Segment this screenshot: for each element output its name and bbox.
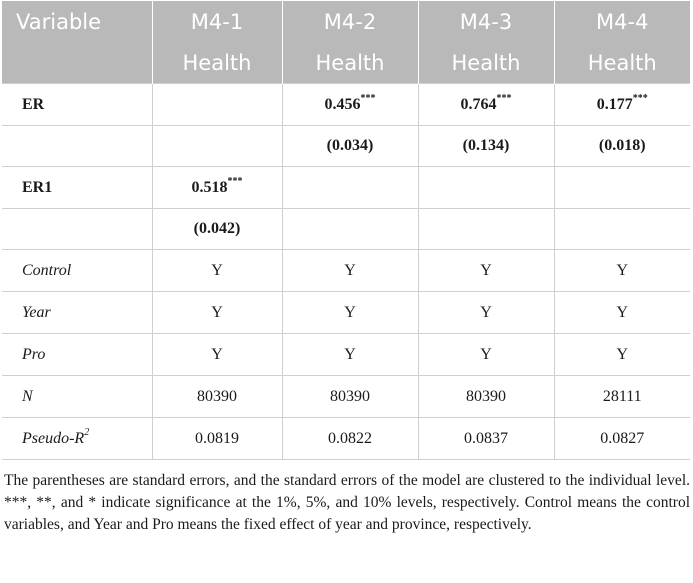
cell-pro-m1: Y — [152, 334, 282, 376]
cell-er-m3 — [418, 84, 554, 126]
table-body — [2, 84, 690, 460]
cell-year-m1: Y — [152, 292, 282, 334]
pseudo-r2-label: Pseudo-R — [22, 429, 85, 447]
table-row-n — [2, 376, 690, 418]
table-row-pro — [2, 334, 690, 376]
cell-er1-m2 — [282, 167, 418, 209]
cell-year-m2: Y — [282, 292, 418, 334]
regression-table — [2, 1, 690, 460]
table-row-control — [2, 250, 690, 292]
coef-value: 0.518 — [191, 178, 228, 196]
cell-er-m1 — [152, 84, 282, 126]
cell-pro-m2: Y — [282, 334, 418, 376]
cell-er1-m1 — [152, 167, 282, 209]
row-label-er1: ER1 — [2, 167, 152, 209]
cell-control-m2: Y — [282, 250, 418, 292]
row-label-control: Control — [2, 250, 152, 292]
cell-pro-m4: Y — [554, 334, 690, 376]
cell-pseudo-m2: 0.0822 — [282, 418, 418, 460]
table-row-er1-se — [2, 209, 690, 250]
cell-pseudo-m3: 0.0837 — [418, 418, 554, 460]
coef-value: 0.456 — [324, 95, 361, 113]
header-model-3: M4-3 — [418, 1, 554, 42]
header-model-2: M4-2 — [282, 1, 418, 42]
significance-stars: *** — [227, 175, 243, 187]
row-label-blank — [2, 126, 152, 167]
cell-pseudo-m4: 0.0827 — [554, 418, 690, 460]
significance-stars: *** — [496, 92, 512, 104]
row-label-er: ER — [2, 84, 152, 126]
header-dv-3: Health — [418, 42, 554, 84]
cell-control-m4: Y — [554, 250, 690, 292]
table-row-er-coef — [2, 84, 690, 126]
header-model-4: M4-4 — [554, 1, 690, 42]
cell-n-m2: 80390 — [282, 376, 418, 418]
coef-value: 0.177 — [596, 95, 633, 113]
table-row-er1-coef — [2, 167, 690, 209]
pseudo-r2-superscript: 2 — [84, 426, 90, 438]
significance-stars: *** — [360, 92, 376, 104]
row-label-year: Year — [2, 292, 152, 334]
cell-er1-m3 — [418, 167, 554, 209]
cell-er-se-m2: (0.034) — [282, 126, 418, 167]
row-label-n: N — [2, 376, 152, 418]
table-header — [2, 1, 690, 84]
cell-er1-se-m3 — [418, 209, 554, 250]
cell-year-m4: Y — [554, 292, 690, 334]
header-variable: Variable — [2, 1, 152, 42]
header-model-1: M4-1 — [152, 1, 282, 42]
row-label-pseudo-r2 — [2, 418, 152, 460]
cell-er-se-m1 — [152, 126, 282, 167]
cell-control-m3: Y — [418, 250, 554, 292]
cell-control-m1: Y — [152, 250, 282, 292]
header-row-models — [2, 1, 690, 42]
header-dv-4: Health — [554, 42, 690, 84]
cell-er-m2 — [282, 84, 418, 126]
row-label-pro: Pro — [2, 334, 152, 376]
cell-er1-se-m1: (0.042) — [152, 209, 282, 250]
cell-er1-se-m2 — [282, 209, 418, 250]
table-row-er-se — [2, 126, 690, 167]
cell-n-m4: 28111 — [554, 376, 690, 418]
cell-pseudo-m1: 0.0819 — [152, 418, 282, 460]
cell-er-se-m3: (0.134) — [418, 126, 554, 167]
cell-pro-m3: Y — [418, 334, 554, 376]
header-row-dependent — [2, 42, 690, 84]
cell-er-se-m4: (0.018) — [554, 126, 690, 167]
cell-er1-se-m4 — [554, 209, 690, 250]
cell-n-m1: 80390 — [152, 376, 282, 418]
header-blank — [2, 42, 152, 84]
significance-stars: *** — [632, 92, 648, 104]
cell-er1-m4 — [554, 167, 690, 209]
cell-year-m3: Y — [418, 292, 554, 334]
regression-table-container — [2, 1, 690, 536]
header-dv-2: Health — [282, 42, 418, 84]
header-dv-1: Health — [152, 42, 282, 84]
row-label-blank — [2, 209, 152, 250]
table-row-year — [2, 292, 690, 334]
coef-value: 0.764 — [460, 95, 497, 113]
cell-n-m3: 80390 — [418, 376, 554, 418]
table-footnote: The parentheses are standard errors, and the standard errors of the model are clustered to the individual level. ***, **, and * indicate significance at the 1%, 5%, and 10% levels, respectively. Control means the control variables, and Year and Pro means the fixed effect of year and province, respectively. — [4, 472, 690, 533]
table-row-pseudo-r2 — [2, 418, 690, 460]
cell-er-m4 — [554, 84, 690, 126]
